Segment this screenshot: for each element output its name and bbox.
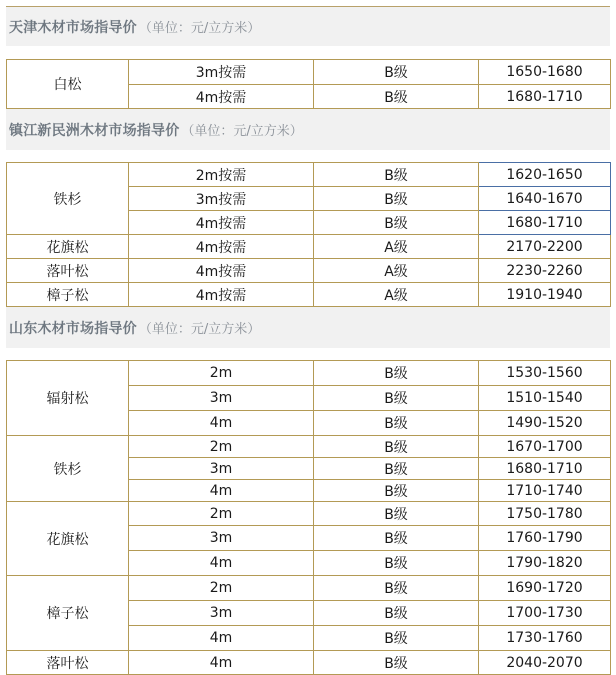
spec-cell: 4m <box>129 551 314 576</box>
price-cell: 1640-1670 <box>479 187 611 211</box>
price-cell: 1680-1710 <box>479 458 611 480</box>
table-row <box>7 436 611 458</box>
price-cell: 1690-1720 <box>479 576 611 601</box>
wood-name-cell: 樟子松 <box>7 283 129 307</box>
spec-cell: 4m <box>129 480 314 502</box>
spec-cell: 4m按需 <box>129 85 314 109</box>
grade-cell: B级 <box>314 502 479 526</box>
section-title: 镇江新民洲木材市场指导价 <box>9 122 180 139</box>
price-document <box>6 0 610 672</box>
spec-cell: 4m按需 <box>129 235 314 259</box>
spec-cell: 4m <box>129 626 314 651</box>
grade-cell: A级 <box>314 235 479 259</box>
price-cell: 1750-1780 <box>479 502 611 526</box>
section-gap <box>6 150 610 162</box>
spec-cell: 4m <box>129 651 314 675</box>
section-header-zhenjiang <box>6 109 610 150</box>
wood-name-cell: 花旗松 <box>7 502 129 576</box>
wood-name-cell: 花旗松 <box>7 235 129 259</box>
spec-cell: 3m <box>129 458 314 480</box>
price-cell: 1910-1940 <box>479 283 611 307</box>
grade-cell: B级 <box>314 85 479 109</box>
table-row <box>7 576 611 601</box>
price-table-zhenjiang <box>6 162 611 307</box>
grade-cell: A级 <box>314 283 479 307</box>
price-cell: 1760-1790 <box>479 526 611 551</box>
grade-cell: B级 <box>314 386 479 411</box>
grade-cell: B级 <box>314 576 479 601</box>
price-cell: 1490-1520 <box>479 411 611 436</box>
spec-cell: 3m按需 <box>129 187 314 211</box>
table-row <box>7 163 611 187</box>
spec-cell: 3m <box>129 526 314 551</box>
wood-name-cell: 白松 <box>7 60 129 109</box>
grade-cell: B级 <box>314 361 479 386</box>
price-cell: 2230-2260 <box>479 259 611 283</box>
spec-cell: 2m <box>129 576 314 601</box>
price-cell: 1650-1680 <box>479 60 611 85</box>
spec-cell: 4m <box>129 411 314 436</box>
spec-cell: 4m按需 <box>129 211 314 235</box>
grade-cell: B级 <box>314 480 479 502</box>
grade-cell: B级 <box>314 211 479 235</box>
price-cell: 1710-1740 <box>479 480 611 502</box>
price-cell: 1680-1710 <box>479 211 611 235</box>
spec-cell: 4m按需 <box>129 259 314 283</box>
price-cell: 2040-2070 <box>479 651 611 675</box>
spec-cell: 2m <box>129 361 314 386</box>
price-cell: 1510-1540 <box>479 386 611 411</box>
wood-name-cell: 落叶松 <box>7 651 129 675</box>
price-cell: 1730-1760 <box>479 626 611 651</box>
price-table-tianjin <box>6 59 611 109</box>
wood-name-cell: 铁杉 <box>7 436 129 502</box>
grade-cell: B级 <box>314 60 479 85</box>
table-row <box>7 361 611 386</box>
price-cell: 2170-2200 <box>479 235 611 259</box>
wood-name-cell: 落叶松 <box>7 259 129 283</box>
section-unit: （单位：元/立方米） <box>181 124 303 139</box>
spec-cell: 2m按需 <box>129 163 314 187</box>
price-cell: 1530-1560 <box>479 361 611 386</box>
section-header-tianjin <box>6 7 610 46</box>
price-cell: 1670-1700 <box>479 436 611 458</box>
spec-cell: 3m <box>129 601 314 626</box>
section-gap <box>6 46 610 59</box>
spec-cell: 3m <box>129 386 314 411</box>
section-header-shandong <box>6 307 610 348</box>
grade-cell: B级 <box>314 411 479 436</box>
section-title: 山东木材市场指导价 <box>9 320 137 337</box>
spec-cell: 4m按需 <box>129 283 314 307</box>
table-row <box>7 235 611 259</box>
grade-cell: B级 <box>314 458 479 480</box>
grade-cell: A级 <box>314 259 479 283</box>
wood-name-cell: 铁杉 <box>7 163 129 235</box>
grade-cell: B级 <box>314 601 479 626</box>
spec-cell: 2m <box>129 502 314 526</box>
price-cell: 1790-1820 <box>479 551 611 576</box>
top-rule <box>6 0 610 7</box>
grade-cell: B级 <box>314 436 479 458</box>
section-title: 天津木材市场指导价 <box>9 19 137 36</box>
section-gap <box>6 348 610 360</box>
table-row <box>7 502 611 526</box>
grade-cell: B级 <box>314 526 479 551</box>
spec-cell: 3m按需 <box>129 60 314 85</box>
section-unit: （单位：元/立方米） <box>138 322 261 337</box>
spec-cell: 2m <box>129 436 314 458</box>
grade-cell: B级 <box>314 187 479 211</box>
wood-name-cell: 辐射松 <box>7 361 129 436</box>
price-cell: 1700-1730 <box>479 601 611 626</box>
table-row <box>7 60 611 85</box>
grade-cell: B级 <box>314 651 479 675</box>
section-unit: （单位：元/立方米） <box>138 21 261 36</box>
price-cell: 1620-1650 <box>479 163 611 187</box>
grade-cell: B级 <box>314 626 479 651</box>
table-row <box>7 283 611 307</box>
price-cell: 1680-1710 <box>479 85 611 109</box>
grade-cell: B级 <box>314 163 479 187</box>
table-row <box>7 259 611 283</box>
price-table-shandong <box>6 360 611 675</box>
grade-cell: B级 <box>314 551 479 576</box>
wood-name-cell: 樟子松 <box>7 576 129 651</box>
